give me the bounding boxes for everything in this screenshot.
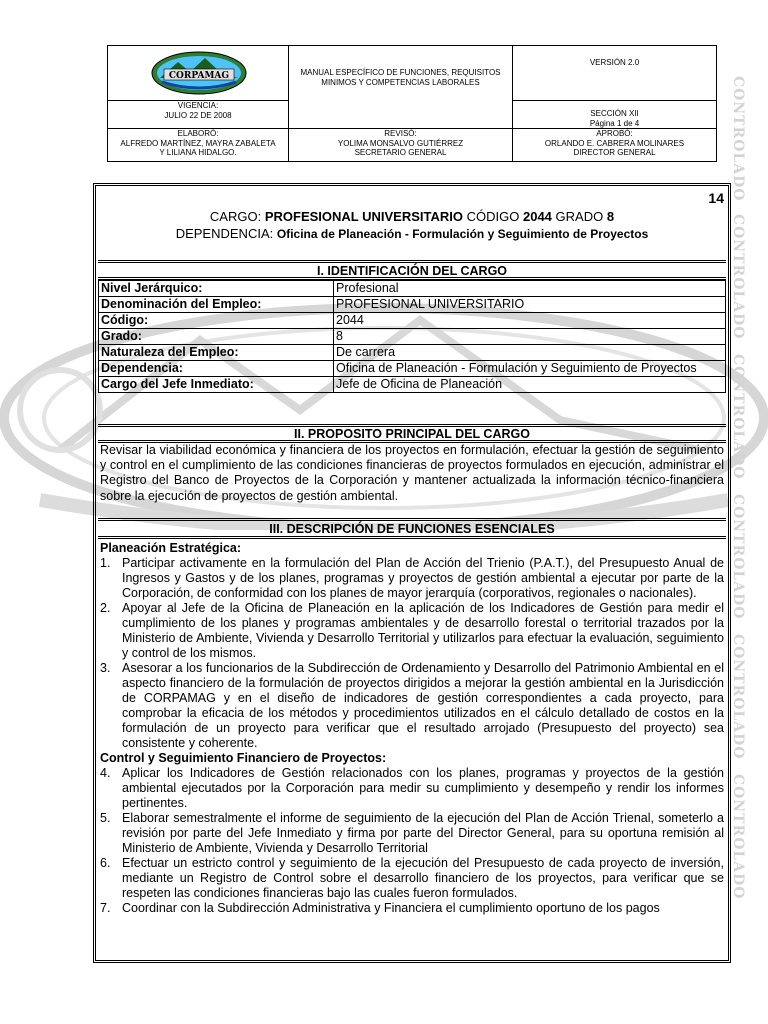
row-label: Denominación del Empleo: (99, 297, 334, 313)
elaboro-names-2: Y LILIANA HIDALGO. (159, 148, 237, 157)
list-item (100, 811, 724, 856)
table-row (99, 281, 726, 297)
list-item (100, 901, 724, 916)
item-number: 5. (100, 811, 111, 825)
row-label: Cargo del Jefe Inmediato: (99, 377, 334, 393)
list-item (100, 556, 724, 601)
vigencia-date: JULIO 22 DE 2008 (164, 110, 232, 120)
manual-title: MANUAL ESPECÍFICO DE FUNCIONES, REQUISITOS MINIMOS Y COMPETENCIAS LABORALES (300, 68, 501, 87)
elaboro-cell (108, 129, 289, 162)
reviso-name: YOLIMA MONSALVO GUTIÉRREZ (337, 138, 464, 148)
version: VERSIÓN 2.0 (589, 58, 640, 67)
row-value: Jefe de Oficina de Planeación (334, 377, 726, 393)
watermark-text: CONTROLADO (730, 76, 746, 202)
subsection-title: Control y Seguimiento Financiero de Proyectos: (100, 751, 387, 765)
row-label: Grado: (99, 329, 334, 345)
subsection-title: Planeación Estratégica: (100, 541, 242, 555)
item-number: 1. (100, 556, 111, 570)
row-value: 8 (334, 329, 726, 345)
reviso-label: REVISÓ: (384, 129, 417, 138)
item-text: Elaborar semestralmente el informe de seguimiento de la ejecución del Plan de Acción Trienal, someterlo a revisión por parte del Jefe Inmediato y firma por parte del Director General, para su oportuna remisión al Ministerio de Ambiente, Vivienda y Desarrollo Territorial (122, 811, 724, 855)
codigo-value: 2044 (522, 209, 552, 224)
aprobo-name: ORLANDO E. CABRERA MOLINARES (544, 138, 685, 148)
row-value: Profesional (334, 281, 726, 297)
row-value: PROFESIONAL UNIVERSITARIO (334, 297, 726, 313)
version-cell (513, 46, 717, 101)
codigo-label: CÓDIGO (466, 209, 520, 224)
vigencia-label: VIGENCIA: (177, 101, 219, 110)
row-value: 2044 (334, 313, 726, 329)
watermark-text: CONTROLADO (730, 354, 746, 480)
dependencia-label: DEPENDENCIA: (175, 226, 274, 241)
grado-label: GRADO (555, 209, 604, 224)
item-number: 4. (100, 766, 111, 780)
grado-value: 8 (606, 209, 615, 224)
proposito-text: Revisar la viabilidad económica y financiera de los proyectos en formulación, efectuar la gestión de seguimiento y control en el cumplimiento de las condiciones financieras de proyectos formulados en ejecución, administrar el Registro del Banco de Proyectos de la Corporación y mantener actualizada la información técnico-financiera sobre la ejecución de proyectos de gestión ambiental. (100, 443, 724, 503)
row-label: Naturaleza del Empleo: (99, 345, 334, 361)
item-text: Coordinar con la Subdirección Administrativa y Financiera el cumplimiento oportuno de los pagos (122, 901, 660, 915)
watermark-text: CONTROLADO (730, 774, 746, 900)
row-label: Código: (99, 313, 334, 329)
seccion: SECCIÓN XII (590, 109, 639, 118)
section-funciones-title: III. DESCRIPCIÓN DE FUNCIONES ESENCIALES (98, 518, 726, 539)
page-number: 14 (708, 190, 724, 206)
dependencia-value: Oficina de Planeación - Formulación y Seguimiento de Proyectos (276, 227, 649, 241)
watermark-text: CONTROLADO (730, 494, 746, 620)
vigencia-cell (108, 101, 289, 129)
section-proposito-title: II. PROPOSITO PRINCIPAL DEL CARGO (98, 424, 726, 443)
corpamag-logo (150, 50, 248, 96)
list-item (100, 766, 724, 811)
item-text: Aplicar los Indicadores de Gestión relacionados con los planes, programas y proyectos de la gestión ambiental ejecutados por la Corporación para medir su cumplimiento y desempeño y rendir los informes pertinentes. (122, 766, 724, 810)
table-row (99, 297, 726, 313)
reviso-cell (289, 129, 513, 162)
cargo-value: PROFESIONAL UNIVERSITARIO (264, 209, 463, 224)
item-text: Asesorar a los funcionarios de la Subdirección de Ordenamiento y Desarrollo del Patrimonio Ambiental en el aspecto financiero de la formulación de proyectos dirigidos a mejorar la gestión ambiental en la Jurisdicción de CORPAMAG y en el diseño de indicadores de gestión correspondientes a cada proyecto, para comprobar la eficacia de los métodos y procedimientos utilizados en el cálculo detallado de costos en la formulación de un proyecto para verificar que el resultado arrojado (Presupuesto del proyecto) sea consistente y coherente. (122, 661, 724, 750)
reviso-role: SECRETARIO GENERAL (354, 148, 447, 157)
row-label: Dependencia: (99, 361, 334, 377)
item-text: Apoyar al Jefe de la Oficina de Planeación en la aplicación de los Indicadores de Gestión para medir el cumplimiento de los planes y programas ambientales y de desarrollo forestal o territorial trazados por la Ministerio de Ambiente, Vivienda y Desarrollo Territorial y utilizarlos para efectuar la evaluación, seguimiento y control de los mismos. (122, 601, 724, 660)
item-number: 6. (100, 856, 111, 870)
table-row (99, 361, 726, 377)
cargo-heading (98, 208, 726, 243)
row-label: Nivel Jerárquico: (99, 281, 334, 297)
item-number: 3. (100, 661, 111, 675)
table-row (99, 345, 726, 361)
table-row (99, 377, 726, 393)
section-identificacion-title: I. IDENTIFICACIÓN DEL CARGO (98, 260, 726, 280)
cargo-label: CARGO: (209, 209, 262, 224)
list-item (100, 601, 724, 661)
aprobo-role: DIRECTOR GENERAL (573, 148, 656, 157)
table-row (99, 329, 726, 345)
table-row (99, 313, 726, 329)
funciones-list (98, 541, 726, 916)
seccion-cell (513, 101, 717, 129)
item-number: 7. (100, 901, 111, 915)
job-description-frame (93, 183, 731, 963)
elaboro-label: ELABORÓ: (177, 129, 219, 138)
logo-cell (108, 46, 289, 101)
pagina: Página 1 de 4 (589, 118, 640, 128)
item-text: Participar activamente en la formulación del Plan de Acción del Trienio (P.A.T.), del Presupuesto Anual de Ingresos y Gastos y de los planes, programas y proyectos de gestión ambiental a ejecutar por parte de la Corporación, de conformidad con los planes de mayor jerarquía (corporativos, regionales o nacionales). (122, 556, 724, 600)
logo-text: CORPAMAG (168, 71, 230, 81)
document-header (107, 45, 717, 162)
row-value: Oficina de Planeación - Formulación y Seguimiento de Proyectos (334, 361, 726, 377)
watermark-text: CONTROLADO (730, 634, 746, 760)
list-item (100, 856, 724, 901)
manual-title-cell (289, 46, 513, 129)
identification-table (98, 280, 726, 393)
watermark-text: CONTROLADO (730, 214, 746, 340)
item-number: 2. (100, 601, 111, 615)
elaboro-names-1: ALFREDO MARTÍNEZ, MAYRA ZABALETA (120, 138, 276, 148)
aprobo-cell (513, 129, 717, 162)
item-text: Efectuar un estricto control y seguimiento de la ejecución del Presupuesto de cada proyecto de inversión, mediante un Registro de Control sobre el desarrollo financiero de los proyectos, para verificar que se respeten las condiciones financieras bajo las cuales fueron formulados. (122, 856, 724, 900)
aprobo-label: APROBÓ: (596, 129, 633, 138)
list-item (100, 661, 724, 751)
row-value: De carrera (334, 345, 726, 361)
